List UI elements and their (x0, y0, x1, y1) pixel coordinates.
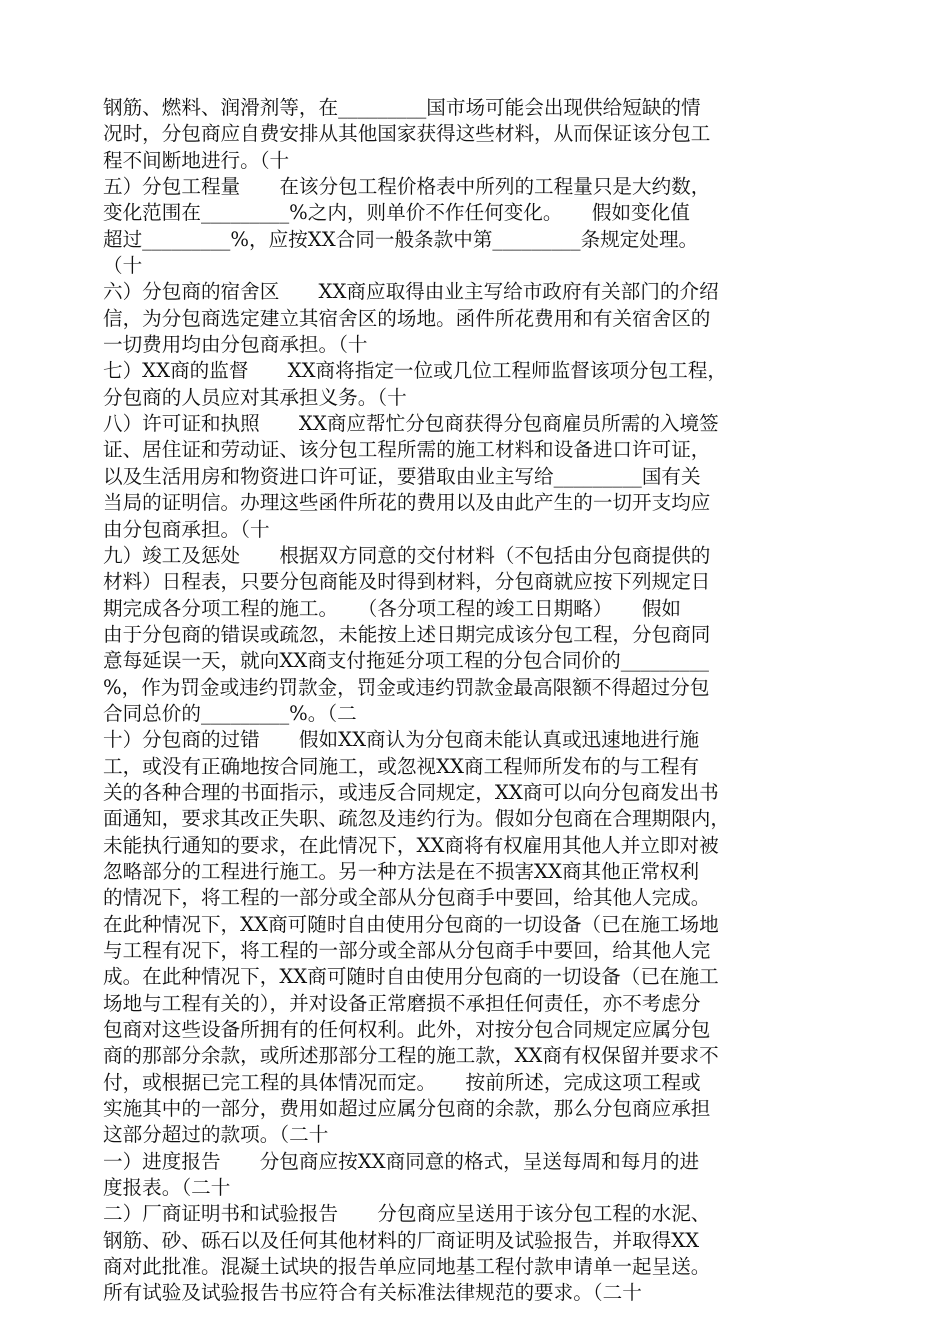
text-line: 程不间断地进行。（十 (103, 148, 290, 172)
text-line: 九）竣工及惩处 根据双方同意的交付材料（不包括由分包商提供的 (103, 543, 711, 567)
text-line: 关的各种合理的书面指示，或违反合同规定，XX商可以向分包商发出书 (103, 780, 719, 804)
text-line: 的情况下，将工程的一部分或全部从分包商手中要回，给其他人完成。 (103, 886, 711, 910)
text-line: 材料）日程表，只要分包商能及时得到材料，分包商就应按下列规定日 (103, 570, 711, 594)
text-line: 分包商的人员应对其承担义务。（十 (103, 385, 407, 409)
text-line: 五）分包工程量 在该分包工程价格表中所列的工程量只是大约数， (103, 175, 711, 199)
text-line: 包商对这些设备所拥有的任何权利。此外，对按分包合同规定应属分包 (103, 1018, 711, 1042)
text-line: 期完成各分项工程的施工。 （各分项工程的竣工日期略） 假如 (103, 596, 682, 620)
text-line: 当局的证明信。办理这些函件所花的费用以及由此产生的一切开支均应 (103, 491, 711, 515)
text-line: 商的那部分余款，或所述那部分工程的施工款，XX商有权保留并要求不 (103, 1044, 719, 1068)
text-line: 一切费用均由分包商承担。（十 (103, 333, 368, 357)
text-line: 实施其中的一部分，费用如超过应属分包商的余款，那么分包商应承担 (103, 1097, 711, 1121)
text-line: 二）厂商证明书和试验报告 分包商应呈送用于该分包工程的水泥、 (103, 1202, 711, 1226)
document-body (103, 95, 853, 1307)
text-line: 在此种情况下，XX商可随时自由使用分包商的一切设备（已在施工场地 (103, 912, 719, 936)
text-line: 钢筋、燃料、润滑剂等，在_________国市场可能会出现供给短缺的情 (103, 96, 701, 119)
text-line: 成。在此种情况下，XX商可随时自由使用分包商的一切设备（已在施工 (103, 965, 719, 989)
text-line: 六）分包商的宿舍区 XX商应取得由业主写给市政府有关部门的介绍 (103, 280, 719, 304)
text-line: 工，或没有正确地按合同施工，或忽视XX商工程师所发布的与工程有 (103, 754, 700, 778)
text-line: 况时，分包商应自费安排从其他国家获得这些材料，从而保证该分包工 (103, 122, 711, 146)
text-line: 面通知，要求其改正失职、疏忽及违约行为。假如分包商在合理期限内， (103, 807, 730, 831)
text-line: 以及生活用房和物资进口许可证，要猎取由业主写给_________国有关 (103, 464, 701, 488)
text-line: 与工程有况下，将工程的一部分或全部从分包商手中要回，给其他人完 (103, 939, 711, 962)
text-line: 合同总价的_________%。（二 (103, 701, 357, 725)
text-line: 付，或根据已完工程的具体情况而定。 按前所述，完成这项工程或 (103, 1070, 701, 1094)
text-line: 场地与工程有关的），并对设备正常磨损不承担任何责任，亦不考虑分 (103, 991, 701, 1015)
text-line: 这部分超过的款项。（二十 (103, 1123, 329, 1147)
text-line: 商对此批准。混凝土试块的报告单应同地基工程付款申请单一起呈送。 (103, 1255, 711, 1279)
text-line: 七）XX商的监督 XX商将指定一位或几位工程师监督该项分包工程， (103, 359, 728, 383)
text-line: 信，为分包商选定建立其宿舍区的场地。函件所花费用和有关宿舍区的 (103, 306, 711, 330)
text-line: 所有试验及试验报告书应符合有关标准法律规范的要求。（二十 (103, 1281, 642, 1305)
text-line: 变化范围在_________%之内，则单价不作任何变化。 假如变化值 (103, 201, 690, 225)
text-line: 忽略部分的工程进行施工。另一种方法是在不损害XX商其他正常权利 (103, 859, 700, 883)
text-line: 证、居住证和劳动证、该分包工程所需的施工材料和设备进口许可证， (103, 438, 711, 462)
text-line: 未能执行通知的要求，在此情况下，XX商将有权雇用其他人并立即对被 (103, 833, 719, 857)
text-line: 八）许可证和执照 XX商应帮忙分包商获得分包商雇员所需的入境签 (103, 412, 719, 436)
text-line: 由分包商承担。（十 (103, 517, 270, 541)
text-line: %，作为罚金或违约罚款金，罚金或违约罚款金最高限额不得超过分包 (103, 675, 710, 699)
text-line: 十）分包商的过错 假如XX商认为分包商未能认真或迅速地进行施 (103, 728, 700, 752)
text-line: （十 (103, 254, 143, 278)
text-line: 意每延误一天，就向XX商支付拖延分项工程的分包合同价的_________ (103, 649, 709, 673)
text-line: 超过_________%，应按XX合同一般条款中第_________条规定处理。 (103, 227, 699, 251)
text-line: 钢筋、砂、砾石以及任何其他材料的厂商证明及试验报告，并取得XX (103, 1228, 700, 1252)
text-line: 由于分包商的错误或疏忽，未能按上述日期完成该分包工程，分包商同 (103, 622, 711, 646)
text-line: 度报表。（二十 (103, 1176, 231, 1200)
text-line: 一）进度报告 分包商应按XX商同意的格式，呈送每周和每月的进 (103, 1149, 700, 1173)
